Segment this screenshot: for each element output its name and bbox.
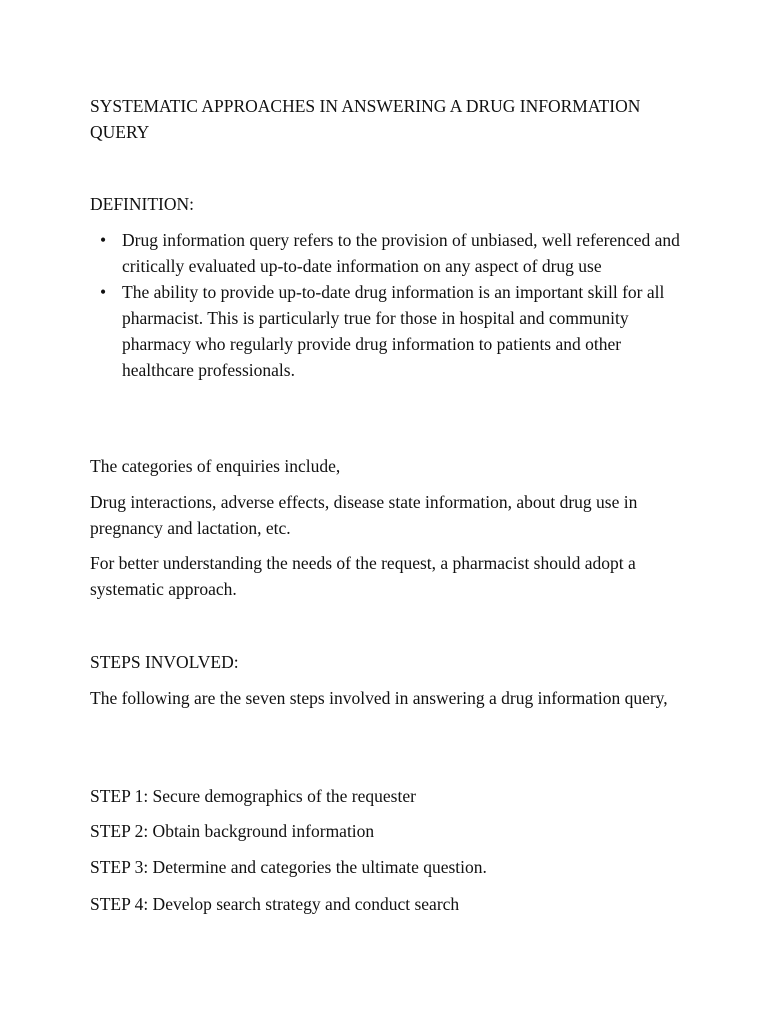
categories-intro: The categories of enquiries include, [90, 456, 341, 476]
definition-bullet-text: Drug information query refers to the provision of unbiased, well referenced and critically evaluated up-to-date information on any aspect of drug use [122, 230, 680, 276]
definition-bullet-text: The ability to provide up-to-date drug information is an important skill for all pharmacist. This is particularly true for those in hospital and community pharmacy who regularly provide drug information to patients and other healthcare professionals. [122, 282, 665, 380]
steps-heading: STEPS INVOLVED: [90, 652, 239, 672]
document-title: SYSTEMATIC APPROACHES IN ANSWERING A DRUG INFORMATION QUERY [90, 96, 641, 142]
step-item: STEP 4: Develop search strategy and conduct search [90, 894, 460, 914]
bullet-marker: • [100, 230, 107, 250]
steps-intro: The following are the seven steps involved in answering a drug information query, [90, 688, 668, 708]
definition-heading: DEFINITION: [90, 194, 195, 214]
definition-bullet-item [90, 279, 690, 383]
approach-paragraph: For better understanding the needs of the request, a pharmacist should adopt a systematic approach. [90, 553, 636, 599]
categories-list: Drug interactions, adverse effects, disease state information, about drug use in pregnancy and lactation, etc. [90, 492, 638, 538]
step-item: STEP 2: Obtain background information [90, 821, 375, 841]
step-item: STEP 3: Determine and categories the ultimate question. [90, 857, 487, 877]
definition-list [90, 227, 690, 383]
step-item: STEP 1: Secure demographics of the requester [90, 786, 416, 806]
bullet-marker: • [100, 282, 107, 302]
definition-bullet-item [90, 227, 690, 279]
